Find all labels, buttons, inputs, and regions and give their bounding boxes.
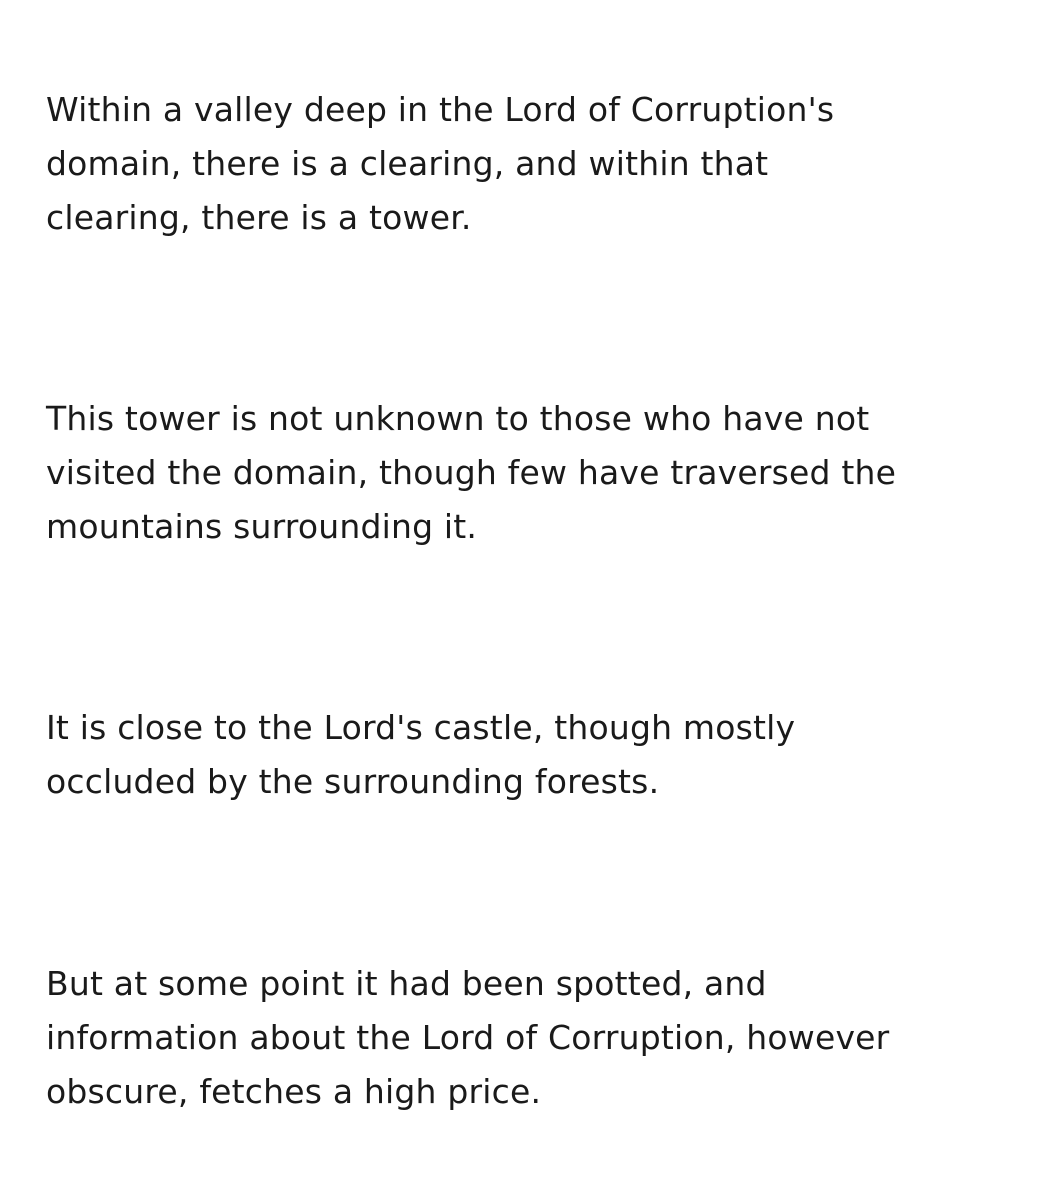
paragraph-line: mountains surrounding it. [46,507,478,546]
paragraph-2 [46,392,1006,554]
paragraph-line: But at some point it had been spotted, and [46,964,767,1003]
paragraph-line: occluded by the surrounding forests. [46,762,660,801]
paragraph-1 [46,83,1006,245]
paragraph-line: This tower is not unknown to those who have not [46,399,870,438]
paragraph-line: domain, there is a clearing, and within that [46,144,769,183]
paragraph-line: It is close to the Lord's castle, though mostly [46,708,796,747]
paragraph-line: clearing, there is a tower. [46,198,472,237]
paragraph-line: Within a valley deep in the Lord of Corruption's [46,90,835,129]
paragraph-line: information about the Lord of Corruption, however [46,1018,890,1057]
paragraph-line: obscure, fetches a high price. [46,1072,542,1111]
paragraph-4 [46,957,1006,1119]
paragraph-3 [46,701,1006,809]
paragraph-line: visited the domain, though few have traversed the [46,453,897,492]
